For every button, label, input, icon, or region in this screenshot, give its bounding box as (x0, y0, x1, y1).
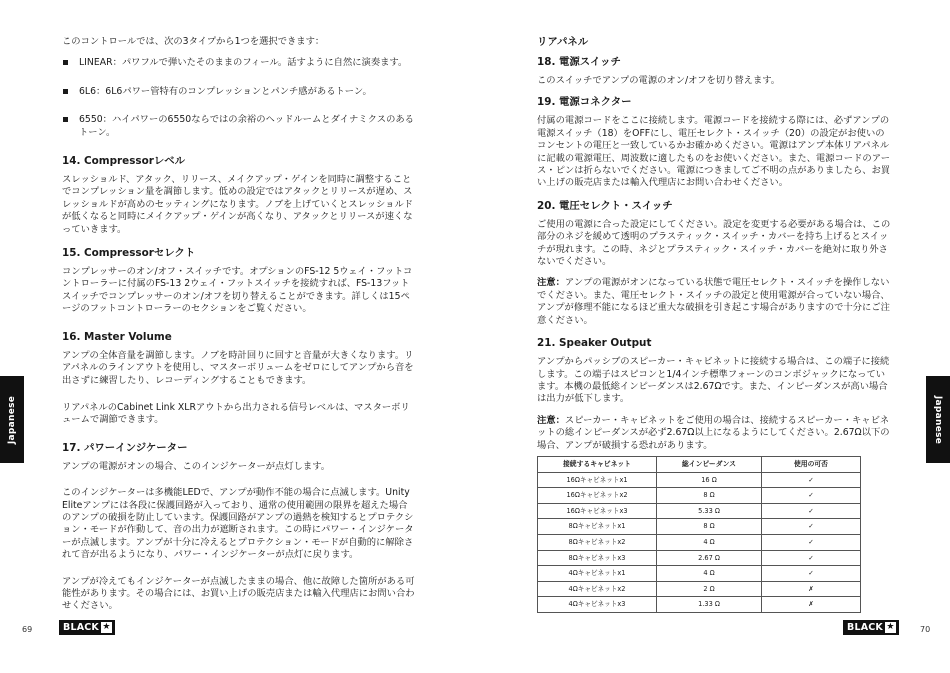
note-text: アンプの電源がオンになっている状態で電圧セレクト・スイッチを操作しないでください。また、電圧セレクト・スイッチの設定と使用電源が合っていない場合、アンプが修理不能になるほど重大な破損を引き起こす場合がありますので十分にご注意ください。 (537, 277, 890, 326)
brand-logo-left (59, 620, 115, 635)
column-header: 使用の可否 (762, 456, 861, 472)
check-icon: ✓ (762, 488, 861, 504)
cabinet-cell: 16Ωキャビネットx1 (538, 472, 657, 488)
table-row (538, 534, 861, 550)
section-body-19: 付属の電源コードをここに接続します。電源コードを接続する際には、必ずアンプの電源スイッチ（18）をOFFにし、電圧セレクト・スイッチ（20）の設定がお使いのコンセントの電圧と一致しているかお確かめください。電源はアンプ本体リアパネルに記載の電源電圧、周波数に適したものをお使いください。また、電源コードのアース・ピンは折らないでください。電源につきましてご不明の点がありましたら、お買い上げの販売店または輸入代理店にお問い合わせください。 (537, 115, 891, 189)
table-row (538, 597, 861, 613)
star-icon: ★ (886, 622, 895, 632)
logo-text: BLACK (63, 622, 99, 633)
language-tab-label: Japanese (933, 395, 943, 444)
table-row (538, 550, 861, 566)
section-body-17a: アンプの電源がオンの場合、このインジケーターが点灯します。 (62, 460, 331, 472)
section-body-17b: このインジケーターは多機能LEDで、アンプが動作不能の場合に点滅します。Unity Eliteアンプには各段に保護回路が入っており、通常の使用範囲の限界を超えた場合のアンプの破損を防止しています。保護回路がアンプの過熱を検知するとプロテクション・モードが作動して、音の出力が遮断されます。この時にパワー・インジケーターが点滅します。アンプが十分に冷えるとプロテクション・モードが自動的に解除されて音が出るようになり、パワー・インジケーターが点灯に戻ります。 (62, 487, 414, 561)
section-body-20: ご使用の電源に合った設定にしてください。設定を変更する必要がある場合は、この部分のネジを緩めて透明のプラスティック・スイッチ・カバーを持ち上げるとスイッチが現れます。この時、ネジとプラスティック・スイッチ・カバーを絶対に取り外さないでください。 (537, 218, 891, 268)
section-heading-14: 14. Compressorレベル (62, 155, 186, 168)
cabinet-cell: 8Ωキャビネットx3 (538, 550, 657, 566)
impedance-cell: 8 Ω (657, 488, 762, 504)
section-heading-18: 18. 電源スイッチ (537, 56, 621, 68)
cabinet-cell: 4Ωキャビネットx2 (538, 581, 657, 597)
note-20 (537, 277, 891, 327)
check-icon: ✓ (762, 472, 861, 488)
cabinet-cell: 16Ωキャビネットx3 (538, 503, 657, 519)
impedance-cell: 4 Ω (657, 534, 762, 550)
check-icon: ✓ (762, 550, 861, 566)
table-row (538, 503, 861, 519)
impedance-cell: 2 Ω (657, 581, 762, 597)
star-icon: ★ (102, 622, 111, 632)
section-heading-16: 16. Master Volume (62, 330, 172, 343)
list-item: 6550：ハイパワーの6550ならではの余裕のヘッドルームとダイナミクスのあるトーン。 (62, 114, 415, 139)
right-column (537, 36, 891, 613)
table-row (538, 581, 861, 597)
section-body-18: このスイッチでアンプの電源のオン/オフを切り替えます。 (537, 75, 781, 86)
cross-icon: ✗ (762, 597, 861, 613)
check-icon: ✓ (762, 534, 861, 550)
language-tab-left (0, 376, 24, 463)
note-text: スピーカー・キャビネットをご使用の場合は、接続するスピーカー・キャビネットの総インピーダンスが必ず2.67Ω以上になるようにしてください。2.67Ω以下の場合、アンプが破損する恐れがあります。 (537, 414, 890, 451)
intro-text: このコントロールでは、次の3タイプから1つを選択できます： (62, 36, 325, 47)
impedance-table (537, 456, 861, 613)
impedance-cell: 8 Ω (657, 519, 762, 535)
brand-logo-right (843, 620, 899, 635)
cabinet-cell: 8Ωキャビネットx1 (538, 519, 657, 535)
section-body-16b: リアパネルのCabinet Link XLRアウトから出力される信号レベルは、マスターボリュームで調節できます。 (62, 401, 410, 426)
section-body-16a: アンプの全体音量を調節します。ノブを時計回りに回すと音量が大きくなります。リアパネルのラインアウトを使用し、マスターボリュームをゼロにしてアンプから音を出さずに練習したり、レコーディングすることもできます。 (62, 349, 414, 386)
list-item: 6L6：6L6パワー管特有のコンプレッションとパンチ感があるトーン。 (62, 86, 415, 98)
impedance-cell: 16 Ω (657, 472, 762, 488)
check-icon: ✓ (762, 519, 861, 535)
note-label: 注意： (537, 414, 565, 426)
table-header-row (538, 456, 861, 472)
section-heading-19: 19. 電源コネクター (537, 96, 632, 109)
language-tab-label: Japanese (7, 395, 17, 444)
page-number-left: 69 (22, 625, 33, 634)
mode-list (62, 57, 415, 139)
section-body-21: アンプからパッシブのスピーカー・キャビネットに接続する場合は、この端子に接続します。この端子はスピコンと1/4インチ標準フォーンのコンボジャックになっています。本機の最低総インピーダンスは2.67Ωです。また、インピーダンスが高い場合は出力が低下します。 (537, 356, 890, 405)
section-body-15: コンプレッサーのオン/オフ・スイッチです。オプションのFS-12 5ウェイ・フットコントローラーに付属のFS-13 2ウェイ・フットスイッチを接続すれば、FS-13フットスイッチでコンプレッサーのオン/オフを切り替えることができます。詳しくは15ページのフットコントローラーのセクションをご覧ください。 (62, 266, 413, 315)
section-body-17c: アンプが冷えてもインジケーターが点滅したままの場合、他に故障した箇所がある可能性があります。その場合には、お買い上げの販売店または輸入代理店にお問い合わせください。 (62, 575, 415, 612)
table-row (538, 519, 861, 535)
column-header: 総インピーダンス (657, 456, 762, 472)
column-header: 接続するキャビネット (538, 456, 657, 472)
table-row (538, 488, 861, 504)
impedance-cell: 5.33 Ω (657, 503, 762, 519)
impedance-cell: 2.67 Ω (657, 550, 762, 566)
cabinet-cell: 16Ωキャビネットx2 (538, 488, 657, 504)
cross-icon: ✗ (762, 581, 861, 597)
check-icon: ✓ (762, 566, 861, 582)
cabinet-cell: 4Ωキャビネットx3 (538, 597, 657, 613)
section-heading-21: 21. Speaker Output (537, 337, 652, 350)
logo-text: BLACK (847, 622, 883, 633)
left-column (62, 36, 415, 622)
impedance-cell: 1.33 Ω (657, 597, 762, 613)
table-row (538, 566, 861, 582)
rear-panel-heading: リアパネル (537, 36, 589, 48)
language-tab-right (926, 376, 950, 463)
cabinet-cell: 4Ωキャビネットx1 (538, 566, 657, 582)
section-body-14: スレッショルド、アタック、リリース、メイクアップ・ゲインを同時に調整することでコンプレッション量を調節します。低めの設定ではアタックとリリースが遅め、スレッショルドが高めのセッティングになります。ノブを上げていくとスレッショルドが低くなると同時にメイクアップ・ゲインが高くなり、アタックとリリースが速くなっていきます。 (62, 174, 414, 235)
check-icon: ✓ (762, 503, 861, 519)
table-row (538, 472, 861, 488)
note-label: 注意： (537, 277, 565, 289)
section-heading-20: 20. 電圧セレクト・スイッチ (537, 199, 673, 212)
page-number-right: 70 (920, 625, 931, 634)
section-heading-15: 15. Compressorセレクト (62, 247, 196, 260)
cabinet-cell: 8Ωキャビネットx2 (538, 534, 657, 550)
section-heading-17: 17. パワーインジケーター (62, 441, 188, 454)
impedance-cell: 4 Ω (657, 566, 762, 582)
list-item: LINEAR：パワフルで弾いたそのままのフィール。話すように自然に演奏ます。 (62, 57, 415, 69)
note-21 (537, 415, 891, 452)
